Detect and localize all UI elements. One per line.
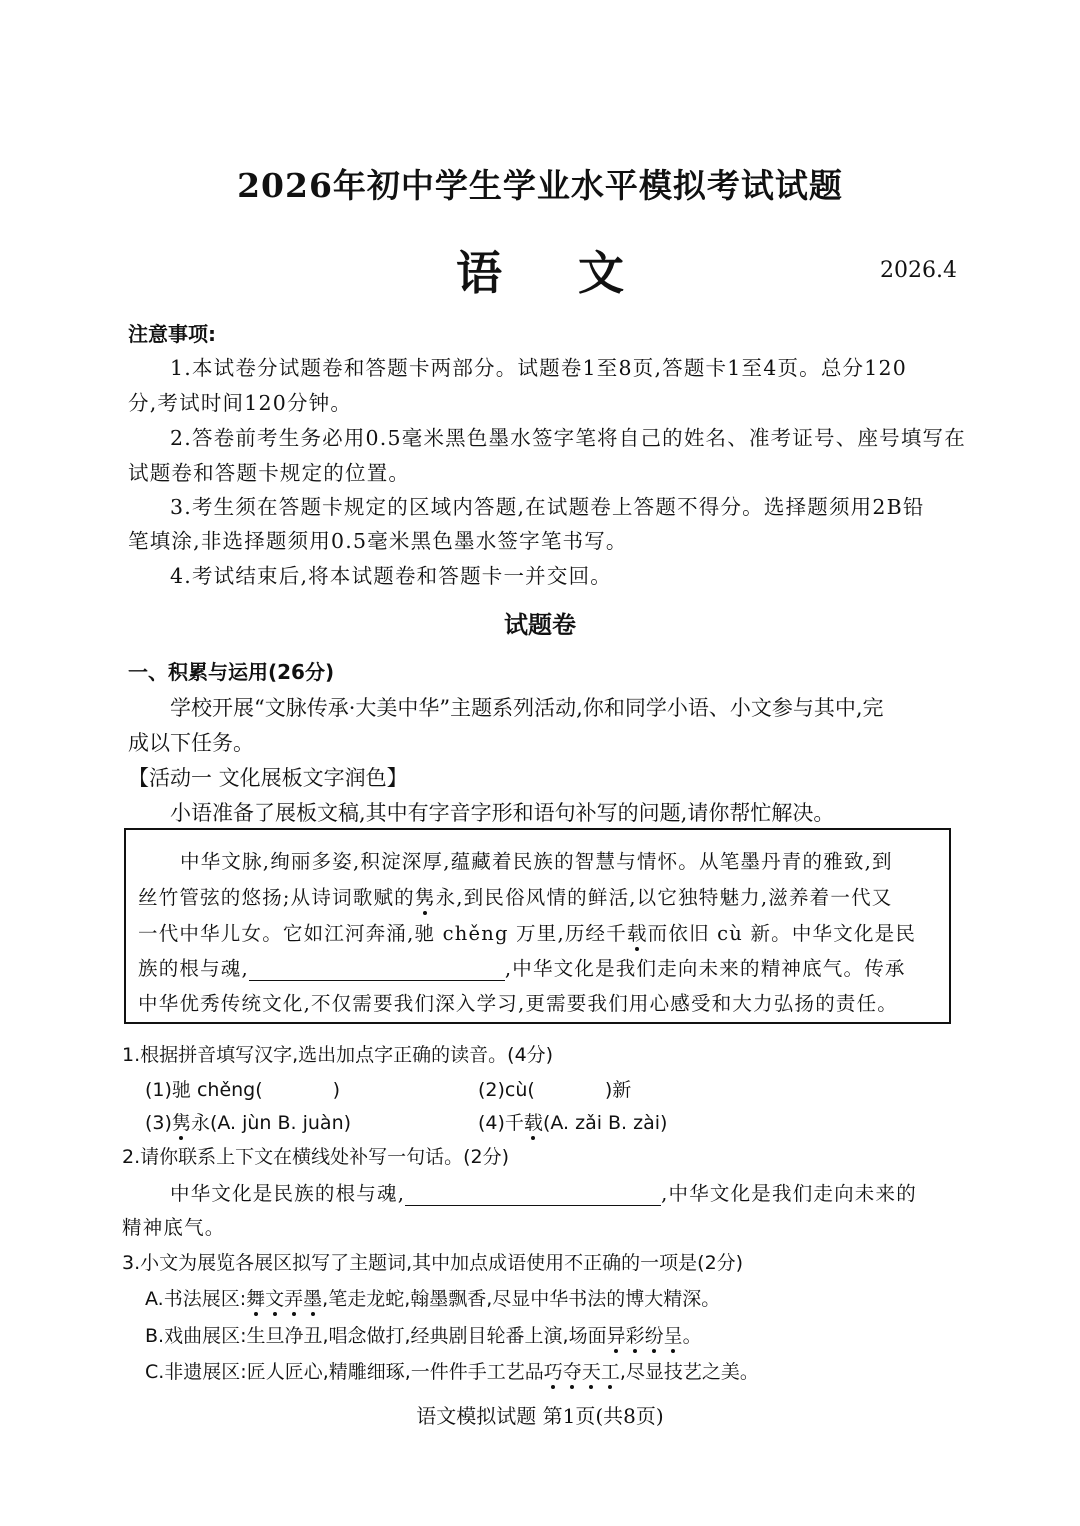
passage-line: 中华文脉,绚丽多姿,积淀深厚,蕴藏着民族的智慧与情怀。从笔墨丹青的雅致,到 [180, 850, 893, 873]
exam-title: 2026年初中学生学业水平模拟考试试题 [237, 166, 843, 205]
note-line: 1.本试卷分试题卷和答题卡两部分。试题卷1至8页,答题卡1至4页。总分120 [170, 356, 907, 380]
q1-stem: 1.根据拼音填写汉字,选出加点字正确的读音。(4分) [122, 1044, 554, 1066]
q3-option-c[interactable]: C.非遗展区:匠人匠心,精雕细琢,一件件手工艺品巧夺天工,尽显技艺之美。 [145, 1361, 759, 1383]
activity-title: 【活动一 文化展板文字润色】 [128, 766, 408, 790]
part1-heading: 一、积累与运用(26分) [128, 660, 335, 684]
passage-blank[interactable] [249, 980, 505, 981]
passage-line: 族的根与魂, ,中华文化是我们走向未来的精神底气。传承 [138, 957, 906, 980]
note-line: 试题卷和答题卡规定的位置。 [128, 461, 411, 485]
q1-option: (2)cù( )新 [478, 1079, 632, 1101]
passage-line: 丝竹管弦的悠扬;从诗词歌赋的隽永,到民俗风情的鲜活,以它独特魅力,滋养着一代又 [138, 886, 893, 909]
q3-stem: 3.小文为展览各展区拟写了主题词,其中加点成语使用不正确的一项是(2分) [122, 1252, 744, 1274]
exam-date: 2026.4 [880, 258, 957, 283]
q2-blank[interactable] [405, 1205, 661, 1206]
note-line: 笔填涂,非选择题须用0.5毫米黑色墨水签字笔书写。 [128, 529, 628, 553]
subject-title: 语 文 [456, 246, 624, 300]
q1-option: (1)驰 chěng( ) [145, 1079, 341, 1101]
q1-option: (3)隽永(A. jùn B. juàn) [145, 1112, 352, 1134]
activity-intro: 小语准备了展板文稿,其中有字音字形和语句补写的问题,请你帮忙解决。 [170, 801, 835, 825]
note-line: 2.答卷前考生务必用0.5毫米黑色墨水签字笔将自己的姓名、准考证号、座号填写在 [170, 426, 966, 450]
q1-option: (4)千载(A. zǎi B. zài) [478, 1112, 668, 1134]
notes-heading: 注意事项: [128, 322, 216, 346]
page-footer: 语文模拟试题 第1页(共8页) [416, 1404, 664, 1428]
section-title: 试题卷 [504, 611, 576, 639]
note-line: 分,考试时间120分钟。 [128, 391, 353, 415]
q2-stem: 2.请你联系上下文在横线处补写一句话。(2分) [122, 1146, 510, 1168]
q3-option-a[interactable]: A.书法展区:舞文弄墨,笔走龙蛇,翰墨飘香,尽显中华书法的博大精深。 [145, 1288, 721, 1310]
q3-option-b[interactable]: B.戏曲展区:生旦净丑,唱念做打,经典剧目轮番上演,场面异彩纷呈。 [145, 1325, 702, 1347]
passage-line: 中华优秀传统文化,不仅需要我们深入学习,更需要我们用心感受和大力弘扬的责任。 [138, 992, 898, 1015]
part1-intro: 学校开展“文脉传承·大美中华”主题系列活动,你和同学小语、小文参与其中,完 [170, 696, 884, 720]
note-line: 4.考试结束后,将本试题卷和答题卡一并交回。 [170, 564, 612, 588]
q2-line: 中华文化是民族的根与魂, ,中华文化是我们走向未来的 [170, 1182, 917, 1205]
q2-line: 精神底气。 [122, 1216, 226, 1239]
part1-intro: 成以下任务。 [128, 731, 254, 755]
passage-line: 一代中华儿女。它如江河奔涌,驰 chěng 万里,历经千载而依旧 cù 新。中华文化是民 [138, 922, 917, 945]
note-line: 3.考生须在答题卡规定的区域内答题,在试题卷上答题不得分。选择题须用2B铅 [170, 495, 925, 519]
